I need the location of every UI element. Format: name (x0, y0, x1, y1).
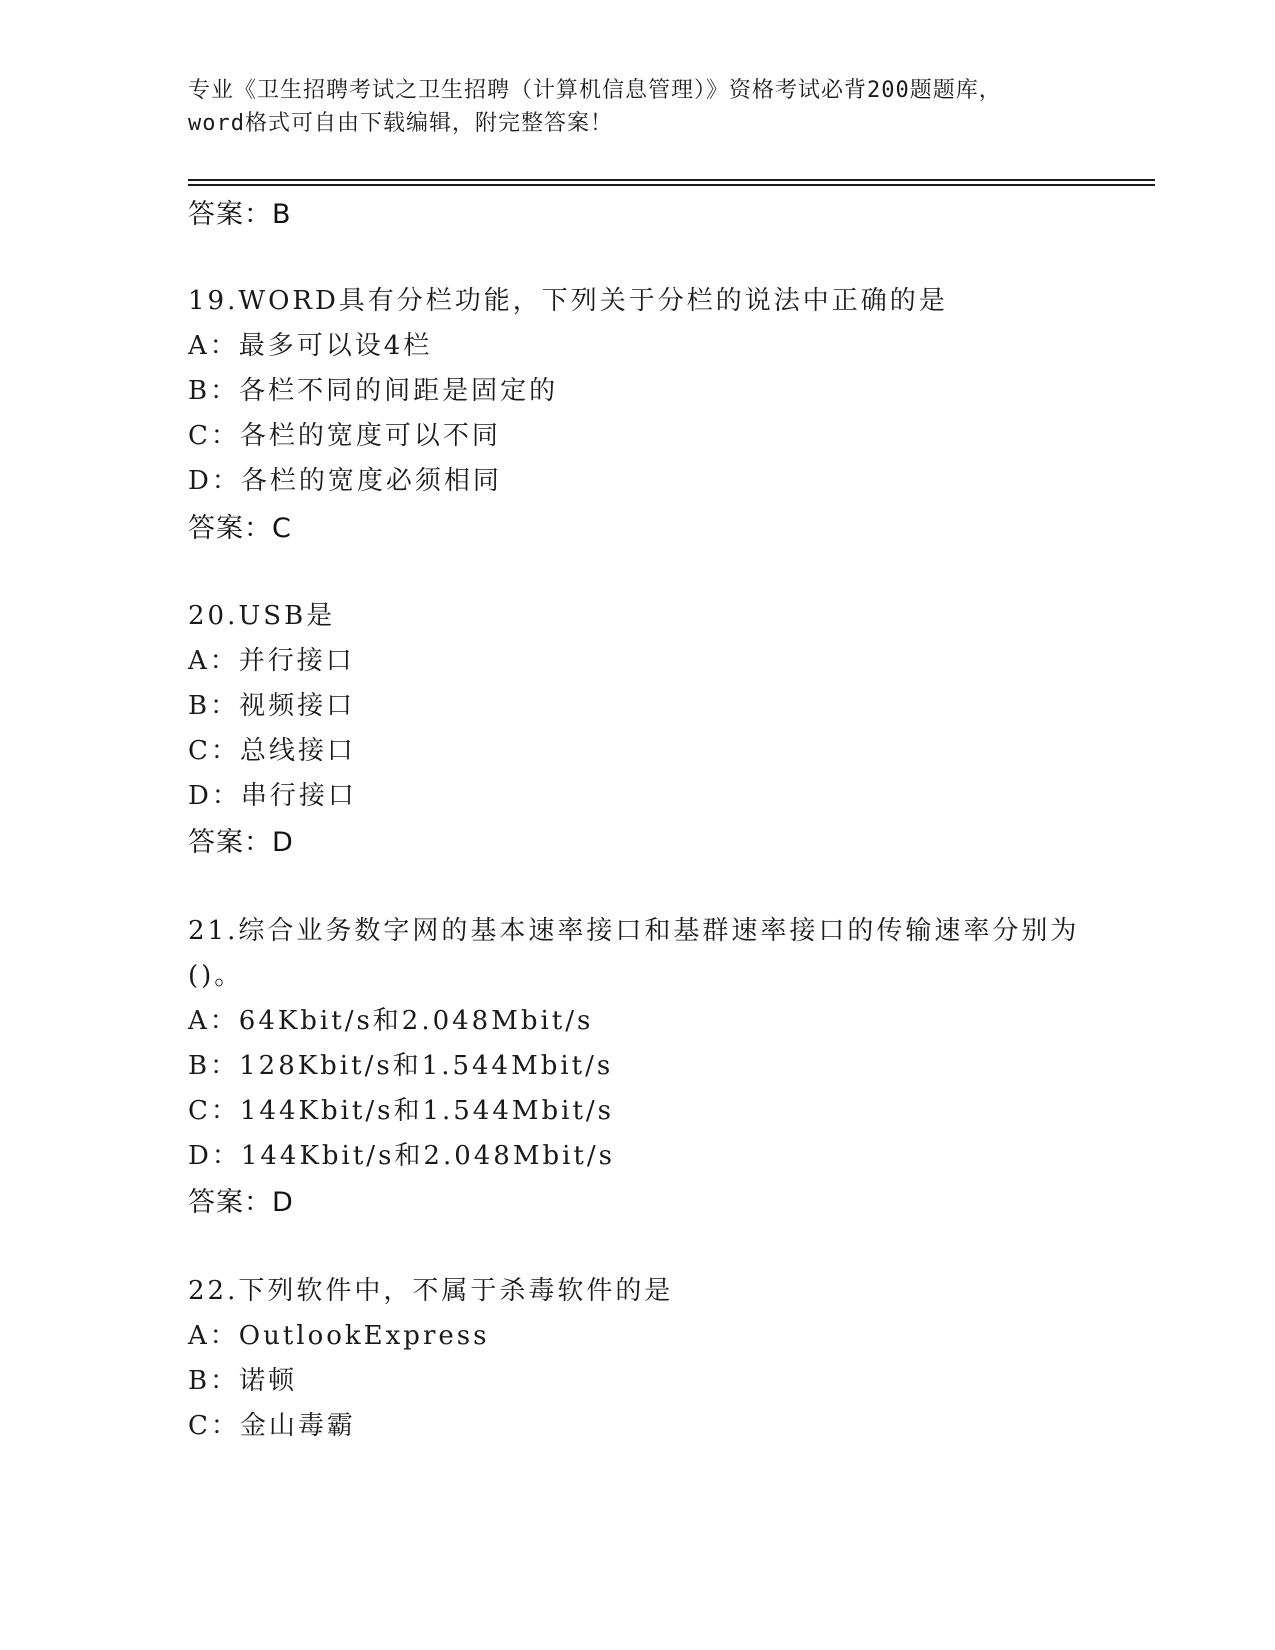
question-21-stem: 21.综合业务数字网的基本速率接口和基群速率接口的传输速率分别为 (188, 916, 1080, 946)
question-19-answer: 答案：C (188, 513, 292, 544)
question-21-option-b: B：128Kbit/s和1.544Mbit/s (188, 1051, 614, 1081)
question-21-answer: 答案：D (188, 1187, 294, 1218)
question-19-stem: 19.WORD具有分栏功能，下列关于分栏的说法中正确的是 (188, 286, 948, 316)
question-20-stem: 20.USB是 (188, 601, 336, 631)
question-20-option-d: D：串行接口 (188, 781, 357, 811)
question-19-option-a: A：最多可以设4栏 (188, 331, 433, 361)
question-20-answer: 答案：D (188, 827, 294, 858)
question-21-option-a: A：64Kbit/s和2.048Mbit/s (188, 1006, 594, 1036)
question-21-stem-cont: ()。 (188, 961, 244, 991)
question-20-option-b: B：视频接口 (188, 691, 356, 721)
question-22-stem: 22.下列软件中，不属于杀毒软件的是 (188, 1276, 674, 1306)
question-21-option-c: C：144Kbit/s和1.544Mbit/s (188, 1096, 615, 1126)
question-19-option-b: B：各栏不同的间距是固定的 (188, 376, 559, 406)
question-19-option-d: D：各栏的宽度必须相同 (188, 466, 502, 496)
question-22-option-a: A：OutlookExpress (188, 1321, 490, 1351)
question-21-option-d: D：144Kbit/s和2.048Mbit/s (188, 1141, 615, 1171)
document-header (188, 74, 1088, 140)
header-line-1: 专业《卫生招聘考试之卫生招聘（计算机信息管理）》资格考试必背200题题库， (188, 78, 1002, 103)
question-22-option-b: B：诺顿 (188, 1366, 298, 1396)
header-divider-bottom (188, 184, 1155, 186)
header-divider-top (188, 179, 1155, 181)
question-20-option-a: A：并行接口 (188, 646, 355, 676)
question-20-option-c: C：总线接口 (188, 736, 356, 766)
question-19-option-c: C：各栏的宽度可以不同 (188, 421, 501, 451)
question-22-option-c: C：金山毒霸 (188, 1411, 356, 1441)
previous-answer: 答案：B (188, 199, 292, 230)
header-line-2: word格式可自由下载编辑，附完整答案！ (188, 111, 613, 136)
